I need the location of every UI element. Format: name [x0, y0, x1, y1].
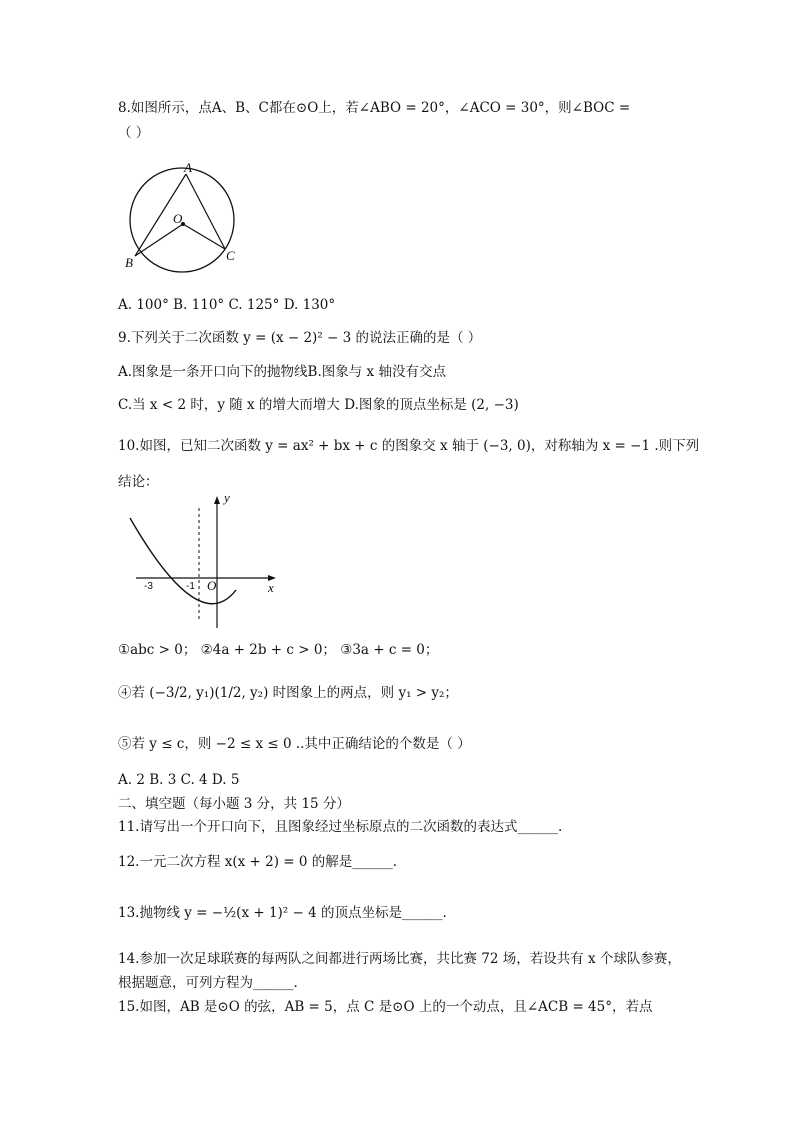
- label-o: O: [173, 211, 183, 226]
- q9-stem: 9.下列关于二次函数 y = (x − 2)² − 3 的说法正确的是（ ）: [118, 330, 482, 346]
- q8-stem: 8.如图所示，点A、B、C都在⊙O上，若∠ABO = 20°，∠ACO = 30°，则∠BOC =: [118, 100, 631, 116]
- q8-options: A. 100° B. 110° C. 125° D. 130°: [118, 297, 336, 313]
- y-axis-arrow: [214, 496, 220, 504]
- x-label: x: [268, 580, 274, 595]
- q9-options-cd: C.当 x < 2 时，y 随 x 的增大而增大 D.图象的顶点坐标是 (2, −3): [118, 397, 519, 413]
- q13: 13.抛物线 y = −½(x + 1)² − 4 的顶点坐标是______.: [118, 905, 447, 921]
- q10-stem-cont: 结论：: [118, 474, 159, 490]
- q14-line1: 14.参加一次足球联赛的每两队之间都进行两场比赛，共比赛 72 场，若设共有 x 个球队参赛，: [118, 951, 681, 967]
- q10-options: A. 2 B. 3 C. 4 D. 5: [118, 772, 240, 788]
- q12: 12.一元二次方程 x(x + 2) = 0 的解是______.: [118, 854, 398, 870]
- y-label: y: [224, 490, 230, 505]
- label-a: A: [184, 160, 192, 175]
- q10-conclusion-5: ⑤若 y ≤ c，则 −2 ≤ x ≤ 0 ..其中正确结论的个数是（ ）: [118, 736, 471, 752]
- label-c: C: [226, 248, 235, 263]
- origin-label: O: [207, 578, 217, 593]
- radius-ob: [135, 224, 183, 256]
- q11: 11.请写出一个开口向下，且图象经过坐标原点的二次函数的表达式______.: [118, 819, 563, 835]
- q15: 15.如图，AB 是⊙O 的弦，AB = 5，点 C 是⊙O 上的一个动点，且∠ACB = 45°，若点: [118, 999, 653, 1015]
- tick-minus-1: -1: [186, 581, 195, 592]
- q10-conclusion-4: ④若 (−3/2, y₁)(1/2, y₂) 时图象上的两点，则 y₁ > y₂；: [118, 685, 458, 701]
- q9-options-ab: A.图象是一条开口向下的抛物线B.图象与 x 轴没有交点: [118, 364, 446, 380]
- q10-conclusions-123: ①abc > 0； ②4a + 2b + c > 0； ③3a + c = 0；: [118, 642, 439, 658]
- tick-minus-3: -3: [144, 581, 153, 592]
- label-b: B: [125, 255, 133, 270]
- q8-answer-paren: （ ）: [118, 125, 150, 141]
- q8-circle-figure: [118, 156, 248, 274]
- section-fill-in-title: 二、填空题（每小题 3 分，共 15 分）: [118, 796, 350, 812]
- q10-stem: 10.如图，已知二次函数 y = ax² + bx + c 的图象交 x 轴于 (−3, 0)，对称轴为 x = −1 .则下列: [118, 438, 700, 454]
- q14-line2: 根据题意，可列方程为______.: [118, 975, 298, 991]
- q10-parabola-figure: [118, 490, 283, 630]
